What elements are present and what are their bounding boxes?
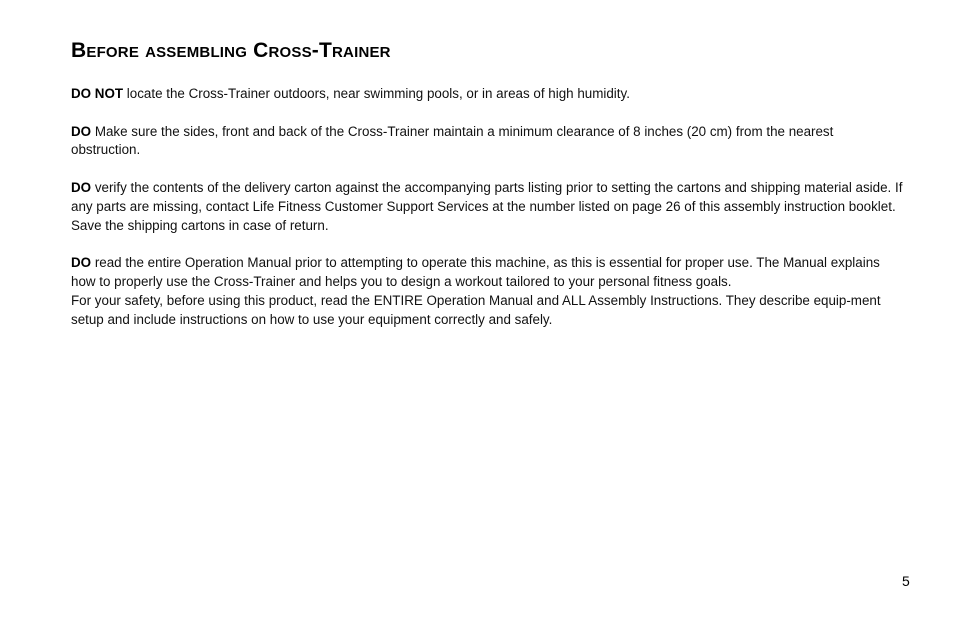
instruction-keyword: DO NOT [71,86,124,101]
instructions-body [71,85,906,329]
instruction-keyword: DO [71,179,92,195]
instruction-keyword: DO [71,255,92,271]
page-number: 5 [902,573,910,589]
instruction-paragraph-4 [71,254,906,292]
instruction-paragraph-2 [71,123,906,161]
safety-note: For your safety, before using this product, read the ENTIRE Operation Manual and ALL Assembly Instructions. They describe equip-ment setup and include instructions on how to use your equipment correctly and safely. [71,292,881,327]
instruction-text: Make sure the sides, front and back of the Cross-Trainer maintain a minimum clearance of 8 inches (20 cm) from the nearest obstruction. [71,123,834,158]
instruction-paragraph-3 [71,179,906,235]
instruction-text: locate the Cross-Trainer outdoors, near swimming pools, or in areas of high humidity. [123,86,630,101]
instruction-text: read the entire Operation Manual prior to attempting to operate this machine, as this is essential for proper use. The Manual explains how to properly use the Cross-Trainer and helps you to design a workout tailored to your personal fitness goals. [71,255,880,289]
instruction-text: verify the contents of the delivery carton against the accompanying parts listing prior to setting the cartons and shipping material aside. If any parts are missing, contact Life Fitness Customer Support Services at the number listed on page 26 of this assembly instruction booklet. Save the shipping cartons in case of return. [71,179,903,233]
instruction-paragraph-1 [71,85,906,104]
page-title: Before assembling Cross-Trainer [71,39,391,62]
instruction-keyword: DO [71,123,92,139]
